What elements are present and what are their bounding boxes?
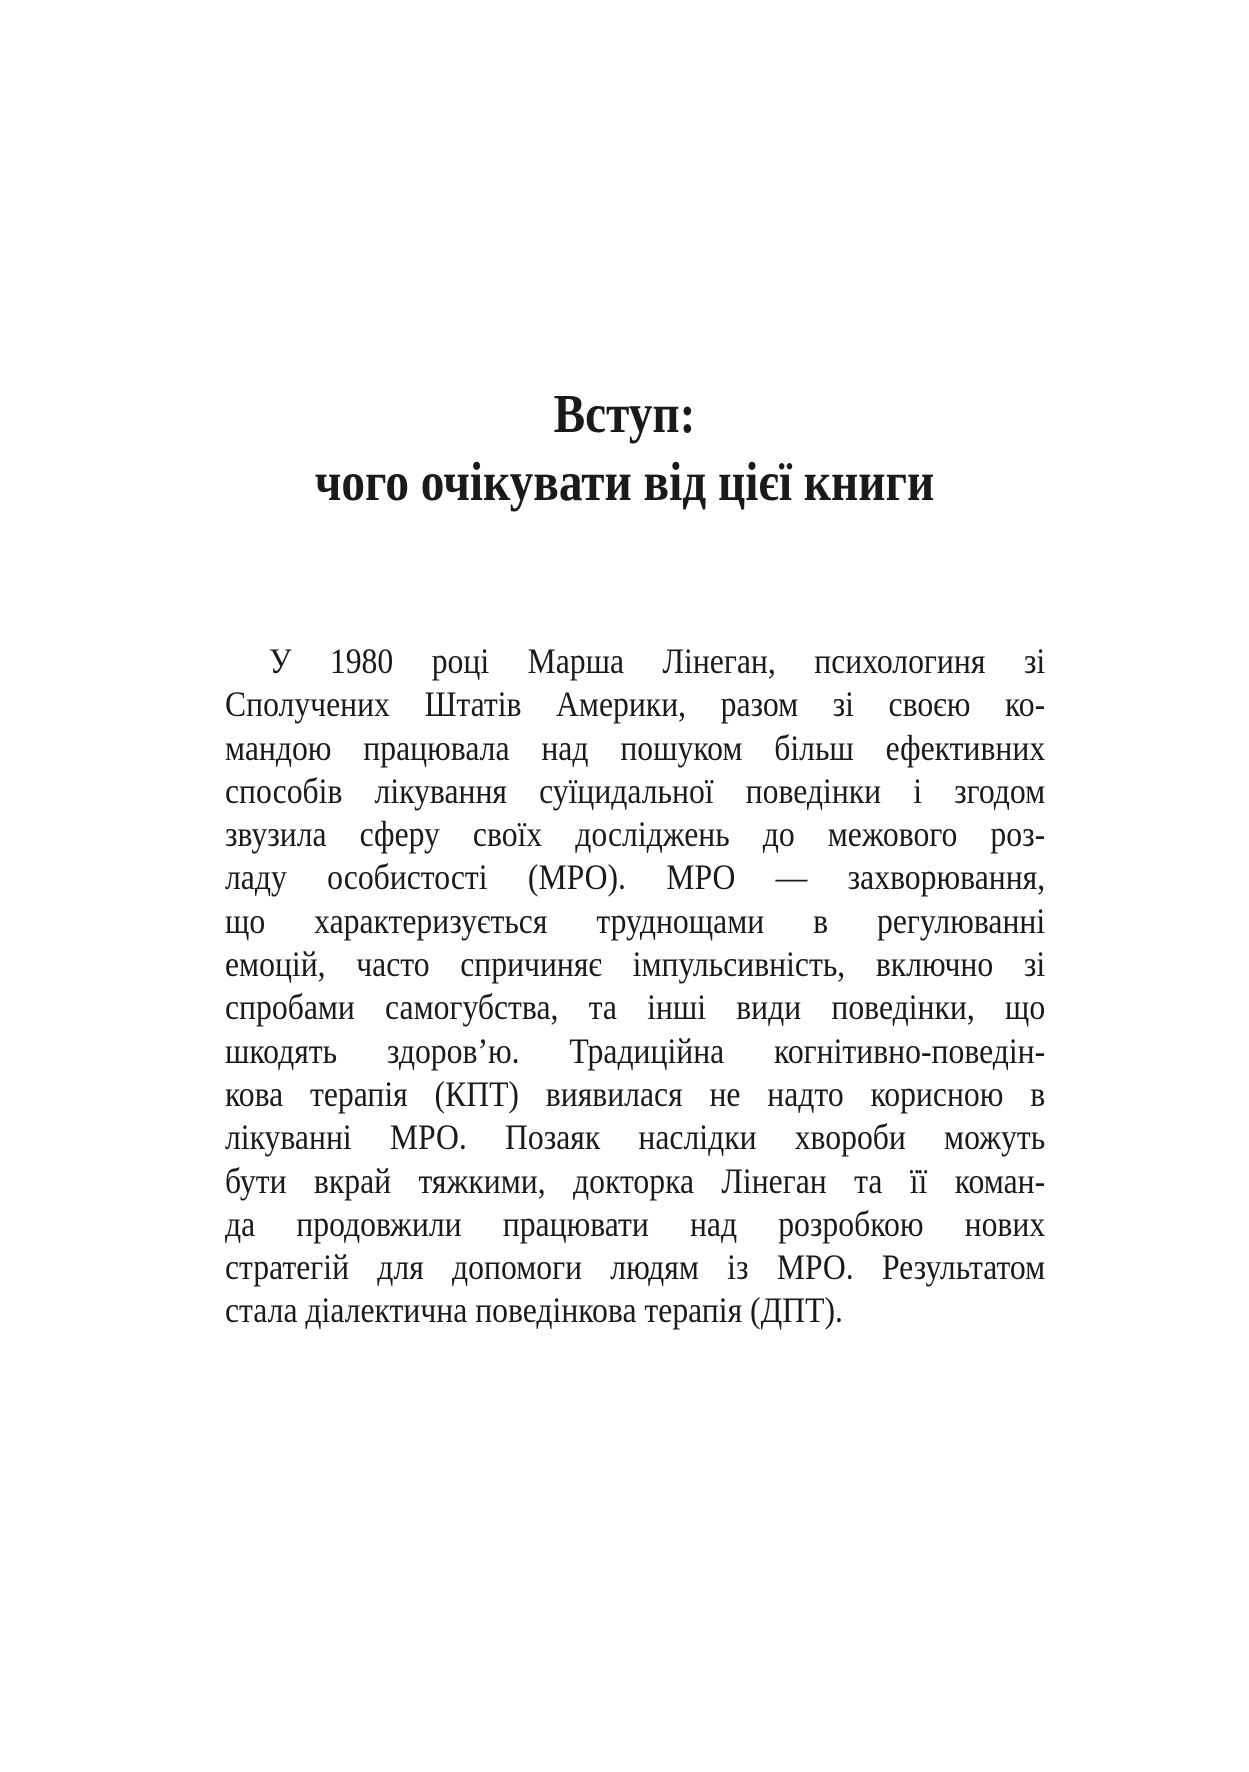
- paragraph-line: що характеризується труднощами в регулюванні: [225, 900, 1046, 941]
- paragraph-line: лікуванні МРО. Позаяк наслідки хвороби можуть: [225, 1117, 1046, 1158]
- paragraph-line: стала діалектична поведінкова терапія (ДПТ).: [225, 1290, 843, 1331]
- paragraph-line: бути вкрай тяжкими, докторка Лінеган та її коман-: [225, 1160, 1046, 1201]
- paragraph-line: мандою працювала над пошуком більш ефективних: [225, 727, 1046, 768]
- paragraph-line: Сполучених Штатів Америки, разом зі своєю ко-: [225, 684, 1046, 725]
- paragraph-line: звузила сферу своїх досліджень до межового роз-: [225, 814, 1046, 855]
- paragraph-line: У 1980 році Марша Лінеган, психологиня зі: [269, 641, 1046, 681]
- paragraph-line: шкодять здоров’ю. Традиційна когнітивно-поведін-: [225, 1030, 1046, 1071]
- paragraph-line: ладу особистості (МРО). МРО — захворювання,: [225, 857, 1046, 898]
- chapter-title-line-2: чого очікувати від цієї книги: [314, 451, 935, 512]
- chapter-title-line-1: Вступ:: [553, 383, 696, 444]
- paragraph-line: емоцій, часто спричиняє імпульсивність, включно зі: [225, 944, 1046, 985]
- paragraph-line: способів лікування суїцидальної поведінки і згодом: [225, 770, 1046, 811]
- paragraph-line: спробами самогубства, та інші види поведінки, що: [225, 987, 1046, 1028]
- chapter-title: [87, 380, 1161, 516]
- paragraph-line: стратегій для допомоги людям із МРО. Результатом: [225, 1247, 1046, 1288]
- paragraph-line: да продовжили працювати над розробкою нових: [225, 1203, 1046, 1244]
- paragraph-line: кова терапія (КПТ) виявилася не надто корисною в: [225, 1073, 1046, 1114]
- body-paragraph: [225, 640, 1045, 1333]
